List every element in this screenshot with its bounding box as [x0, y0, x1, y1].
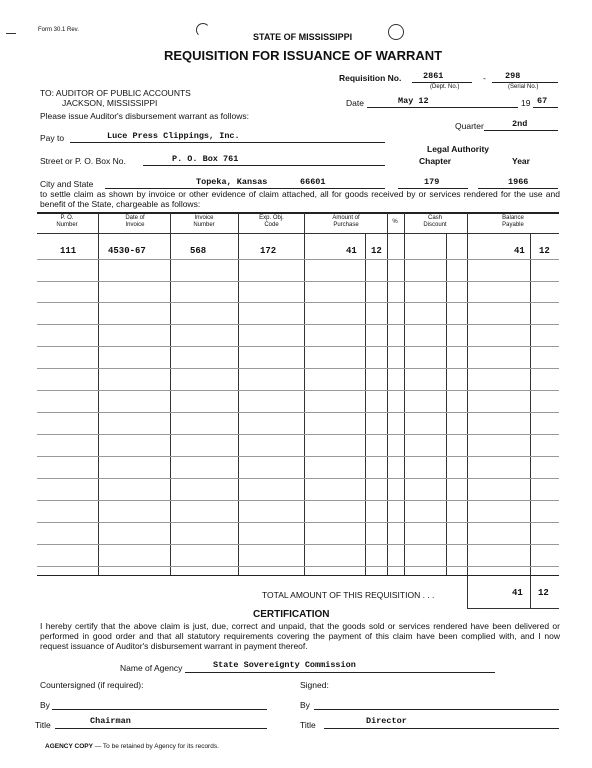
row-balance-dollars: 41	[514, 246, 525, 256]
year-label: Year	[512, 156, 530, 166]
row-rule	[37, 346, 559, 347]
row-rule	[37, 456, 559, 457]
col-exp-code: Exp. Obj. Code	[259, 215, 284, 228]
to-auditor: TO: AUDITOR OF PUBLIC ACCOUNTS	[40, 88, 191, 98]
col-date-invoice: Date of Invoice	[125, 215, 145, 228]
col-divider	[170, 213, 171, 575]
title-right-label: Title	[300, 720, 316, 730]
row-amount-dollars: 41	[346, 246, 357, 256]
total-label: TOTAL AMOUNT OF THIS REQUISITION . . .	[262, 590, 435, 600]
year-suffix: 67	[537, 96, 548, 106]
zip-value: 66601	[300, 177, 326, 187]
row-balance-cents: 12	[539, 246, 550, 256]
col-amount: Amount of Purchase	[332, 215, 360, 228]
state-heading: STATE OF MISSISSIPPI	[253, 32, 353, 42]
countersigned-label: Countersigned (if required):	[40, 680, 144, 690]
punch-hole	[196, 23, 210, 37]
row-exp: 172	[260, 246, 277, 256]
cents-divider	[446, 233, 447, 575]
city-value: Topeka, Kansas	[196, 177, 268, 187]
row-invoice: 568	[190, 246, 207, 256]
title-left-label: Title	[35, 720, 51, 730]
row-rule	[37, 412, 559, 413]
serial-no-caption: (Serial No.)	[508, 84, 539, 90]
table-header-rule	[37, 233, 559, 234]
title-right-value: Director	[366, 716, 407, 726]
certification-text: I hereby certify that the above claim is just, due, correct and unpaid, that the goods sold or services rendered have been delivered or performed in good order and that all statutory requirements covering the payment of this claim have been complied with, and I now request issuance of Auditor's disbursement warrant in payment thereof.	[40, 621, 560, 651]
punch-mark	[6, 33, 16, 34]
settle-text: to settle claim as shown by invoice or other evidence of claim attached, all for goods received by or services rendered for the use and benefit of the State, chargeable as follows:	[40, 189, 560, 209]
requisition-dash: -	[483, 73, 486, 83]
cents-divider	[530, 233, 531, 609]
serial-no-value: 298	[505, 71, 521, 81]
row-rule	[37, 259, 559, 260]
col-cash-discount: Cash Discount	[423, 215, 447, 228]
title-left-value: Chairman	[90, 716, 131, 726]
signed-label: Signed:	[300, 680, 329, 690]
quarter-label: Quarter	[455, 121, 484, 131]
row-rule	[37, 368, 559, 369]
row-rule	[37, 478, 559, 479]
cents-divider	[365, 233, 366, 575]
row-amount-cents: 12	[371, 246, 382, 256]
total-dollars: 41	[512, 588, 523, 598]
chapter-value: 179	[424, 177, 440, 187]
table-top-rule	[37, 212, 559, 214]
row-rule	[37, 390, 559, 391]
date-value: May 12	[398, 96, 429, 106]
col-divider	[404, 213, 405, 575]
pay-to-label: Pay to	[40, 133, 65, 143]
to-city: JACKSON, MISSISSIPPI	[62, 98, 158, 108]
page-title: REQUISITION FOR ISSUANCE OF WARRANT	[164, 48, 443, 63]
col-divider	[304, 213, 305, 575]
footer-note: AGENCY COPY — To be retained by Agency for its records.	[45, 743, 219, 750]
please-issue: Please issue Auditor's disbursement warrant as follows:	[40, 111, 250, 121]
chapter-label: Chapter	[419, 156, 452, 166]
row-rule	[37, 544, 559, 545]
year-value: 1966	[508, 177, 529, 187]
row-rule	[37, 566, 559, 567]
row-rule	[37, 500, 559, 501]
by-right-label: By	[300, 700, 310, 710]
requisition-label: Requisition No.	[339, 73, 402, 83]
col-invoice-number: Invoice Number	[193, 215, 215, 228]
city-label: City and State	[40, 179, 94, 189]
year-prefix: 19	[521, 98, 531, 108]
street-label: Street or P. O. Box No.	[40, 156, 126, 166]
col-divider	[98, 213, 99, 575]
row-rule	[37, 575, 559, 576]
total-rule	[467, 608, 559, 609]
dept-no-caption: (Dept. No.)	[430, 84, 460, 90]
col-divider	[387, 213, 388, 575]
col-percent: %	[392, 219, 398, 225]
legal-authority-title: Legal Authority	[427, 144, 490, 154]
agency-label: Name of Agency	[120, 663, 183, 673]
dept-no-value: 2861	[423, 71, 444, 81]
row-rule	[37, 434, 559, 435]
col-divider	[467, 213, 468, 609]
punch-hole	[388, 24, 404, 40]
quarter-value: 2nd	[512, 119, 528, 129]
row-rule	[37, 324, 559, 325]
date-label: Date	[346, 98, 364, 108]
street-value: P. O. Box 761	[172, 154, 239, 164]
total-cents: 12	[538, 588, 549, 598]
pay-to-value: Luce Press Clippings, Inc.	[107, 131, 240, 141]
form-id: Form 30.1 Rev.	[38, 27, 79, 33]
row-rule	[37, 522, 559, 523]
col-balance: Balance Payable	[502, 215, 524, 228]
agency-value: State Sovereignty Commission	[213, 660, 356, 670]
col-divider	[238, 213, 239, 575]
row-rule	[37, 281, 559, 282]
row-date: 4530-67	[108, 246, 146, 256]
row-po: 111	[60, 246, 77, 256]
by-left-label: By	[40, 700, 50, 710]
row-rule	[37, 302, 559, 303]
certification-title: CERTIFICATION	[253, 609, 330, 620]
col-po: P. O. Number	[56, 215, 78, 228]
